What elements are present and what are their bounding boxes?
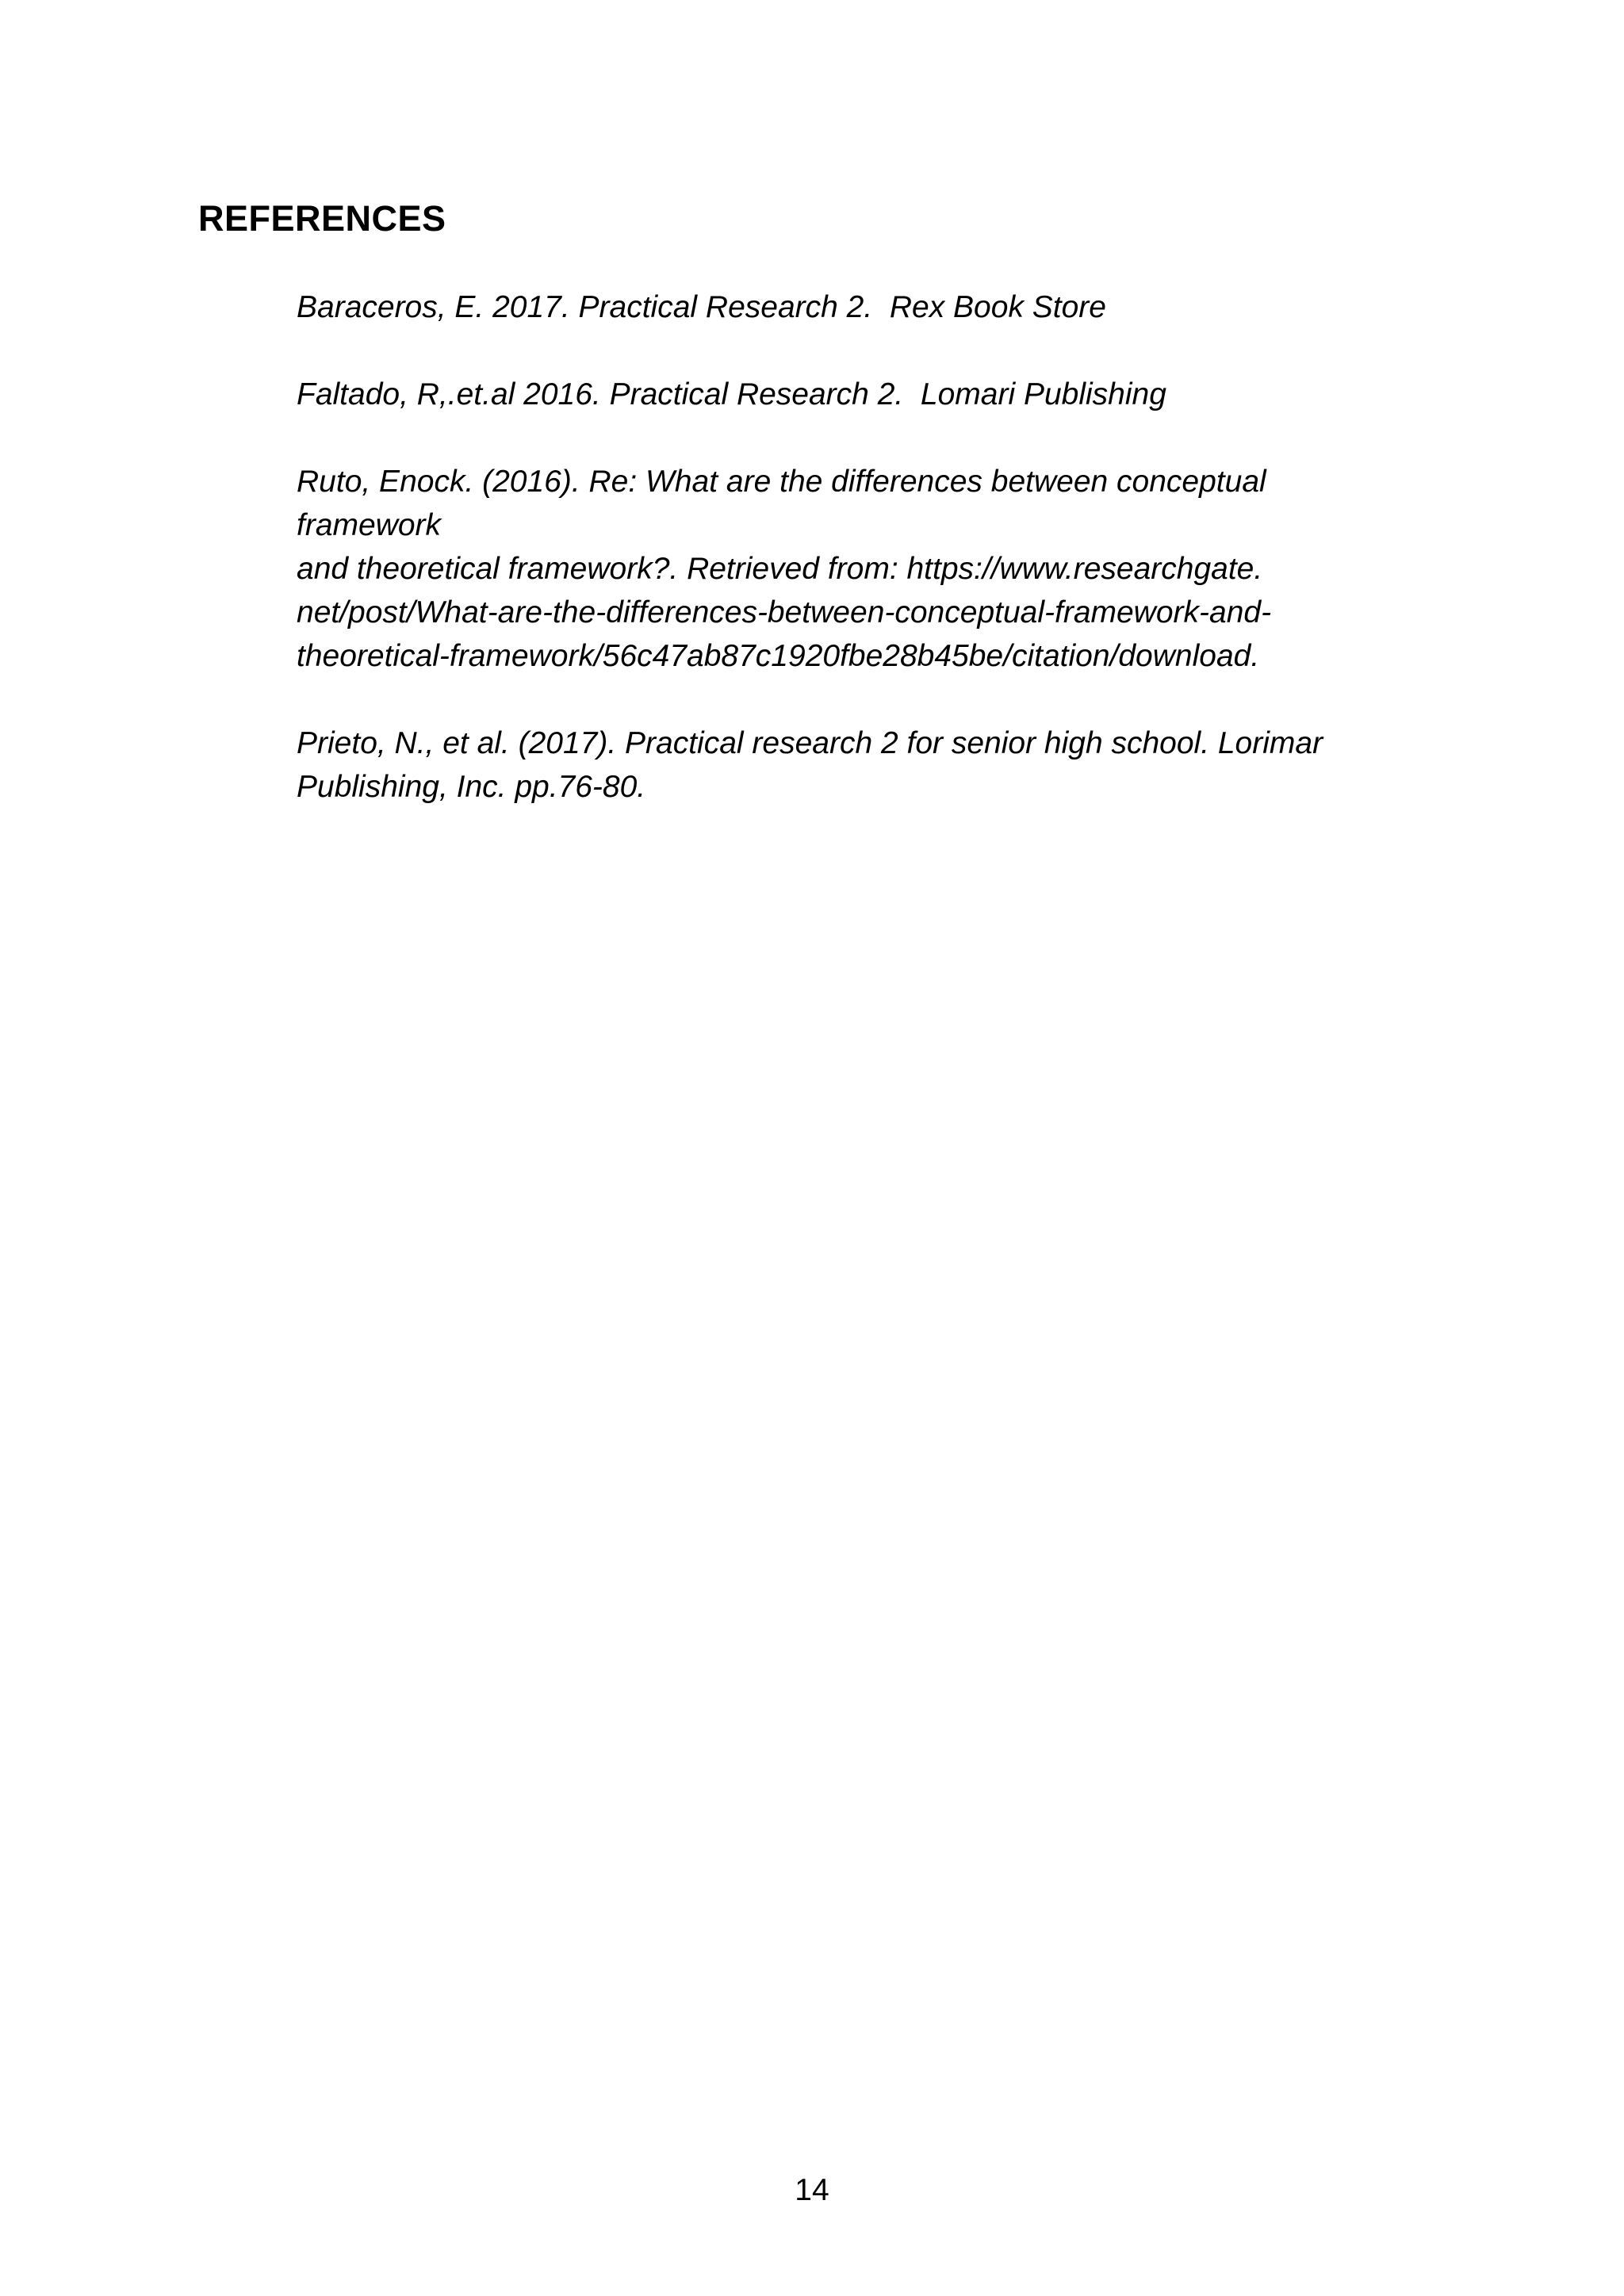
page-number: 14 xyxy=(795,2173,829,2207)
reference-line: theoretical-framework/56c47ab87c1920fbe28b45be/citation/download. xyxy=(297,639,1260,673)
reference-line: Ruto, Enock. (2016). Re: What are the differences between conceptual xyxy=(297,465,1266,499)
reference-list xyxy=(297,285,1423,852)
page-title: REFERENCES xyxy=(198,198,446,239)
reference-item xyxy=(297,721,1423,809)
reference-line: net/post/What-are-the-differences-between-conceptual-framework-and- xyxy=(297,595,1272,629)
reference-line: framework xyxy=(297,508,442,542)
reference-item xyxy=(297,285,1423,329)
reference-line: and theoretical framework?. Retrieved from: https://www.researchgate. xyxy=(297,552,1263,586)
reference-item xyxy=(297,373,1423,416)
reference-line: Faltado, R,.et.al 2016. Practical Research 2. Lomari Publishing xyxy=(297,377,1166,411)
reference-line: Baraceros, E. 2017. Practical Research 2. Rex Book Store xyxy=(297,290,1106,324)
reference-line: Prieto, N., et al. (2017). Practical research 2 for senior high school. Lorimar xyxy=(297,726,1323,760)
reference-item xyxy=(297,460,1423,678)
reference-line: Publishing, Inc. pp.76-80. xyxy=(297,770,646,804)
